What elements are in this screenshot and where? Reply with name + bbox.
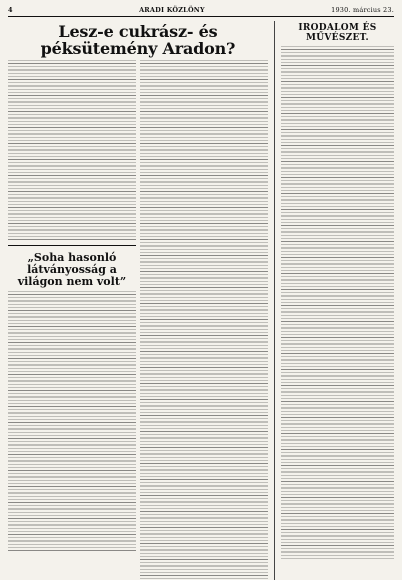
sidebar (274, 21, 394, 580)
text-block (8, 60, 136, 242)
text-block (281, 46, 394, 561)
second-headline: „Soha hasonló látványosság a világon nem volt” (17, 251, 127, 288)
page-number: 4 (8, 6, 13, 14)
page-columns (8, 21, 394, 580)
text-block (140, 60, 268, 580)
masthead (8, 6, 394, 17)
main-headline: Lesz-e cukrász- és péksütemény Aradon? (40, 22, 236, 58)
text-block (8, 291, 136, 553)
issue-date: 1930. március 23. (331, 6, 394, 14)
main-article-body (8, 60, 268, 580)
divider (8, 245, 136, 246)
article-column-right (140, 60, 268, 580)
article-column-left (8, 60, 136, 580)
paper-name: ARADI KÖZLÖNY (139, 6, 205, 14)
main-area (8, 21, 268, 580)
sidebar-section-title: IRODALOM ÉS MŰVÉSZET. (298, 23, 377, 43)
